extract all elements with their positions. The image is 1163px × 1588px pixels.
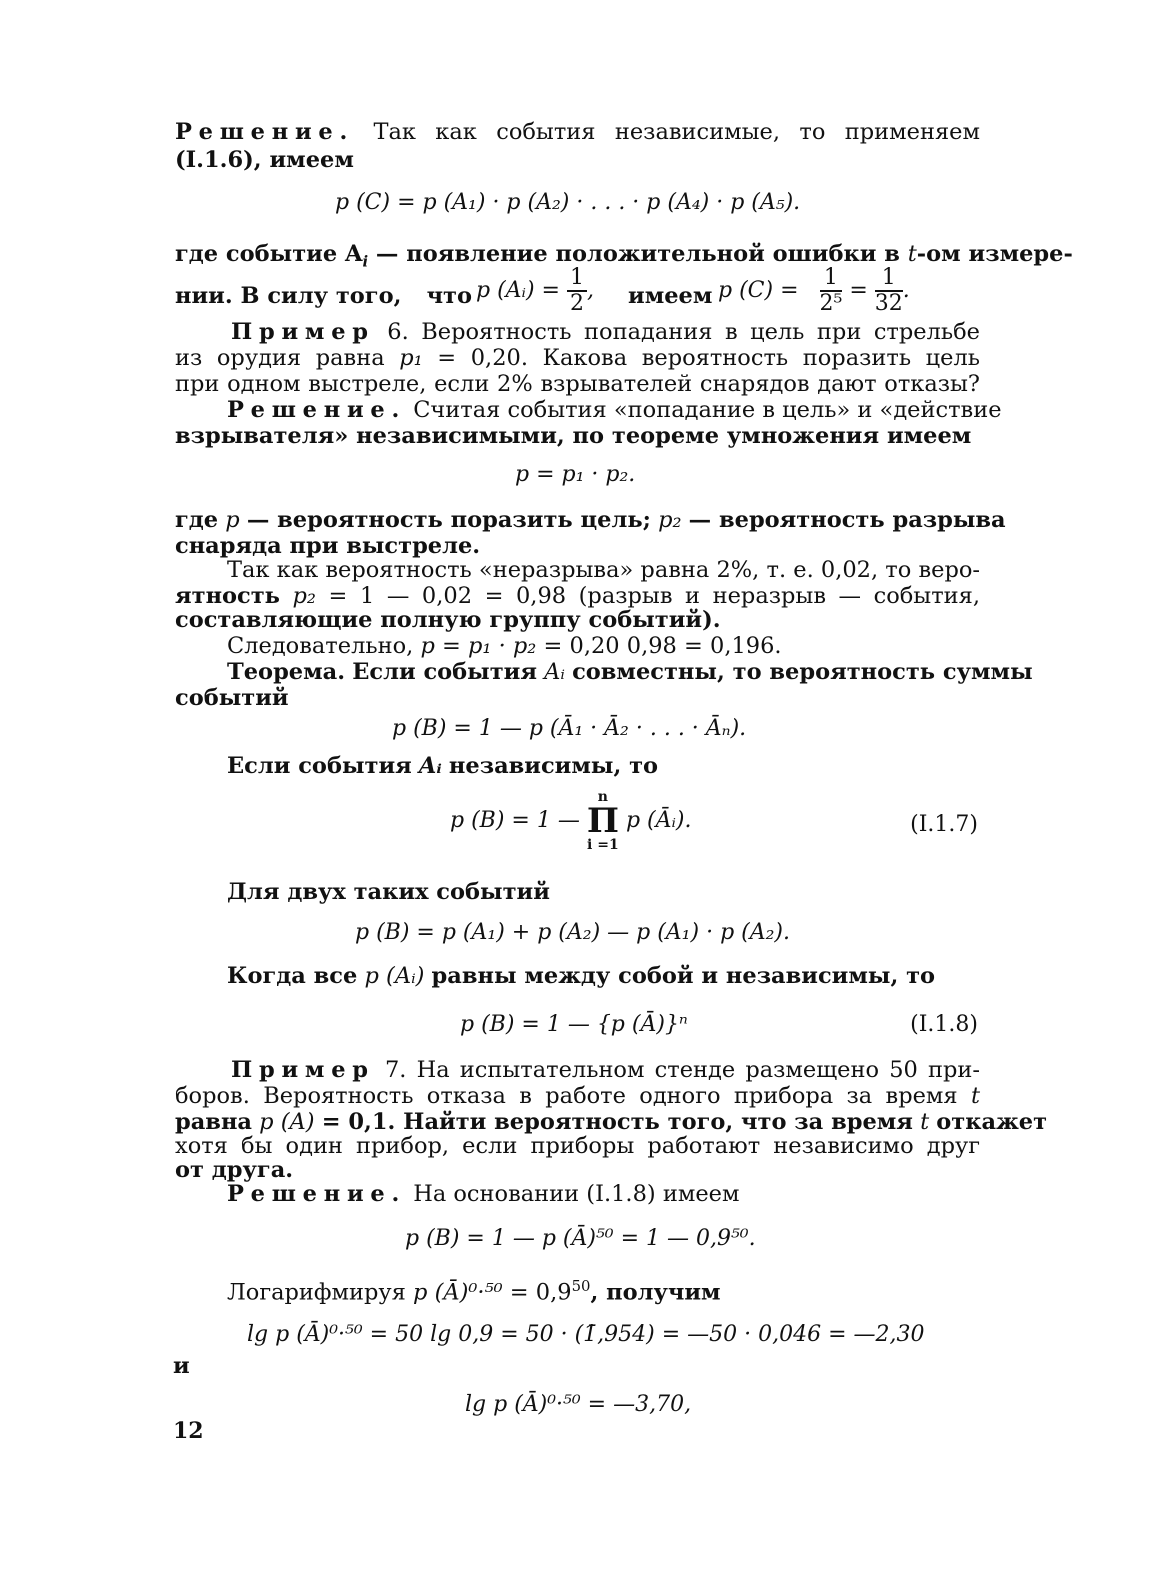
tk-line-3: составляющие полную группу событий). — [175, 607, 721, 633]
example-6-line-3: при одном выстреле, если 2% взрывателей снарядов дают отказы? — [175, 371, 980, 397]
example-7-line-4: хотя бы один прибор, если приборы работают независимо друг — [175, 1133, 980, 1159]
text: Так как события независимые, то применяем — [373, 119, 980, 145]
formula-product-events: p (C) = p (A₁) · p (A₂) · . . . · p (A₄) · p (A₅). — [335, 190, 801, 215]
solution-3-line: Решение. На основании (I.1.8) имеем — [227, 1181, 740, 1207]
conjunction-and: и — [173, 1353, 190, 1379]
therefore-line: Следовательно, p = p₁ · p₂ = 0,20 0,98 = 0,196. — [227, 633, 782, 659]
formula-lg-1: lg p (Ā)⁰·⁵⁰ = 50 lg 0,9 = 50 · (1̄,954) = —50 · 0,046 = —2,30 — [247, 1322, 925, 1347]
formula-pc-fraction: p (C) = $\frac{1}{\text{2⁵}}$ = $\frac{1}{32}$ . — [718, 265, 910, 316]
esli-line: Если события Aᵢ независимы, то — [227, 753, 659, 779]
product-symbol: n Π i =1 — [586, 789, 619, 853]
example-7-line-5: от друга. — [175, 1157, 294, 1183]
example-7-line-2: боров. Вероятность отказа в работе одного прибора за время t — [175, 1083, 980, 1109]
tk-line-1: Так как вероятность «неразрыва» равна 2%, т. е. 0,02, то веро- — [227, 557, 980, 583]
formula-sum-complement: p (B) = 1 — p (Ā₁ · Ā₂ · . . . · Āₙ). — [392, 716, 747, 741]
fraction-1-over-32: $\frac{1}{32}$ — [874, 265, 903, 316]
fraction-1-over-2-5: $\frac{1}{\text{2⁵}}$ — [819, 265, 843, 316]
solution-label: Решение. — [175, 119, 355, 145]
solution-2-line-1: Решение. Считая события «попадание в цель» и «действие — [227, 397, 1002, 423]
formula-lg-2: lg p (Ā)⁰·⁵⁰ = —3,70, — [465, 1392, 692, 1417]
where-2-line-2: снаряда при выстреле. — [175, 533, 481, 559]
page-number: 12 — [173, 1418, 204, 1444]
where-line-1: где событие $A_i$ — появление положительной ошибки в t-ом измере- — [175, 241, 1073, 271]
dlya-line: Для двух таких событий — [227, 879, 550, 905]
example-7-line-1: Пример 7. На испытательном стенде размещено 50 при- — [231, 1057, 980, 1083]
equation-number-1-1-7: (I.1.7) — [910, 812, 978, 837]
formula-1-1-8: p (B) = 1 — {p (Ā)}ⁿ — [460, 1012, 688, 1037]
formula-p-b-50: p (B) = 1 — p (Ā)⁵⁰ = 1 — 0,9⁵⁰. — [405, 1226, 756, 1251]
solution-1-line-1 — [175, 118, 980, 146]
solution-2-line-2: взрывателя» независимыми, по теореме умножения имеем — [175, 423, 972, 449]
theorem-line-1: Теорема. Если события Aᵢ совместны, то вероятность суммы — [227, 659, 1033, 685]
equation-number-1-1-8: (I.1.8) — [910, 1012, 978, 1037]
example-6-line-2: из орудия равна p₁ = 0,20. Какова вероятность поразить цель — [175, 345, 981, 371]
example-6-line-1: Пример 6. Вероятность попадания в цель при стрельбе — [231, 319, 981, 345]
log-line: Логарифмируя p (Ā)⁰·⁵⁰ = $0,9^{50}$, получим — [227, 1277, 721, 1306]
solution-1-line-2: (I.1.6), имеем — [175, 147, 354, 173]
kogda-line: Когда все p (Aᵢ) равны между собой и независимы, то — [227, 963, 936, 989]
where-2-line-1: где p — вероятность поразить цель; p₂ — вероятность разрыва — [175, 507, 1006, 533]
theorem-line-2: событий — [175, 685, 289, 711]
formula-1-1-7: p (B) = 1 — n Π i =1 p (Āᵢ). — [450, 789, 692, 853]
formula-p-ai-half: p (Aᵢ) = $\frac{1}{2}$ , — [476, 265, 594, 316]
fraction-half: $\frac{1}{2}$ — [567, 266, 587, 316]
where-line-2: нии. В силу того, что — [175, 283, 473, 309]
tk-line-2: ятность p₂ = 1 — 0,02 = 0,98 (разрыв и неразрыв — события, — [175, 583, 981, 609]
formula-p-product: p = p₁ · p₂. — [515, 462, 636, 487]
example-7-line-3: равна p (A) = 0,1. Найти вероятность того, что за время t откажет — [175, 1109, 1048, 1135]
formula-two-events: p (B) = p (A₁) + p (A₂) — p (A₁) · p (A₂). — [355, 920, 791, 945]
text-imeem: имеем — [628, 283, 713, 309]
